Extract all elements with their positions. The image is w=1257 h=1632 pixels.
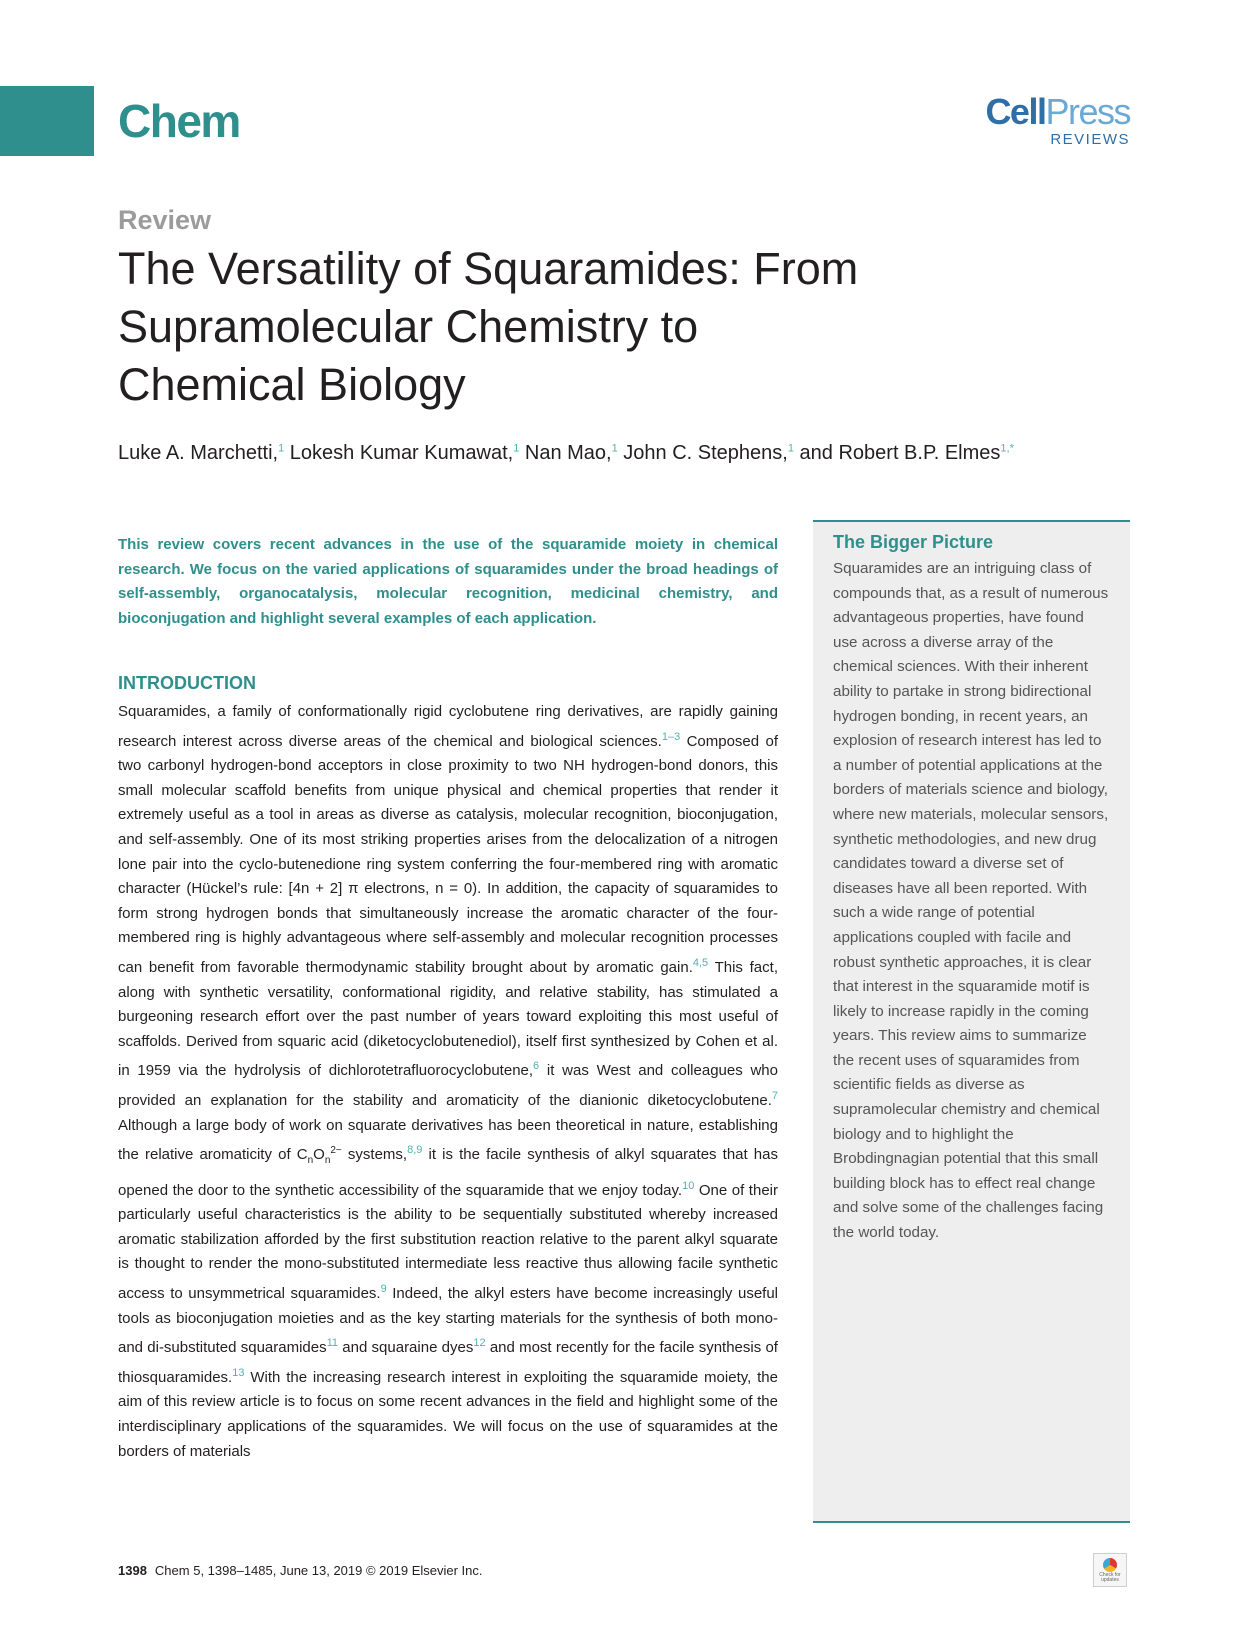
reference-link[interactable]: 4,5: [692, 956, 709, 969]
body-text-segment: With the increasing research interest in exploiting the squaramide moiety, the aim of this review article is to focus on some recent advances in the field and highlight some of the interdisciplinary applications of the squaramides. We will focus on the use of squaramides at the borders of materials: [118, 1368, 778, 1460]
citation-line: Chem 5, 1398–1485, June 13, 2019 © 2019 Elsevier Inc.: [154, 1563, 483, 1578]
body-text-segment: Indeed, the alkyl esters have become increasingly useful tools as bioconjugation moieties and as the key starting materials for the synthesis of both mono- and di-substituted squaramides: [118, 1285, 779, 1357]
bigger-picture-heading: The Bigger Picture: [833, 532, 994, 552]
reference-link[interactable]: 8,9: [407, 1144, 423, 1157]
publisher-logo-accent: Press: [1045, 91, 1130, 132]
body-text-segment: Although a large body of work on squarate derivatives has been theoretical in nature, establishing the relative aromaticity of C: [118, 1116, 778, 1164]
author-name[interactable]: Nan Mao,: [524, 442, 612, 464]
body-text-segment: Composed of two carbonyl hydrogen-bond acceptors in close proximity to two NH hydrogen-bond donors, this small molecular scaffold benefits from unique physical and chemical properties that render it extremely useful as a tool in areas as diverse as catalysis, molecular recognition, bioconjugation, and self-assembly. One of its most striking properties arises from the delocalization of a nitrogen lone pair into the cyclo-butenedione ring system conferring the four-membered ring with aromatic character (Hückel’s rule: [4n + 2] π electrons, n = 0). In addition, the capacity of squaramides to form strong hydrogen bonds that simultaneously increase the aromatic character of the four-membered ring is highly advantageous where self-assembly and molecular recognition processes can benefit from favorable thermodynamic stability brought about by aromatic gain.: [118, 732, 778, 976]
body-text-segment: it is the facile synthesis of alkyl squarates that has opened the door to the synthetic accessibility of the squaramide that we enjoy today.: [118, 1146, 778, 1199]
body-text-segment: it was West and colleagues who provided an explanation for the stability and aromaticity of the dianionic diketocyclobutene.: [118, 1062, 778, 1109]
publisher-logo-sub: REVIEWS: [1050, 131, 1130, 148]
header-accent-block: [0, 86, 94, 156]
reference-link[interactable]: 9: [380, 1283, 387, 1296]
bigger-picture-text: Squaramides are an intriguing class of compounds that, as a result of numerous advantageous properties, have found use across a diverse array of the chemical sciences. With their inherent ability to partake in strong bidirectional hydrogen bonding, in recent years, an explosion of research interest has led to a number of potential applications at the borders of materials science and biology, where new materials, molecular sensors, synthetic methodologies, and new drug candidates toward a diverse set of diseases have all been reported. With such a wide range of potential applications coupled with facile and robust synthetic approaches, it is clear that interest in the squaramide motif is likely to increase rapidly in the coming years. This review aims to summarize the recent uses of squaramides from scientific fields as diverse as supramolecular chemistry and chemical biology and to highlight the Brobdingnagian potential that this small building block has to effect real change and solve some of the challenges facing the world today.: [833, 560, 1109, 1242]
abstract: This review covers recent advances in the use of the squaramide moiety in chemical research. We focus on the varied applications of squaramides under the broad headings of self-assembly, organocatalysis, molecular recognition, medicinal chemistry, and bioconjugation and highlight several examples of each application.: [118, 536, 778, 627]
section-heading-introduction: INTRODUCTION: [118, 673, 256, 693]
reference-link[interactable]: 12: [473, 1337, 486, 1350]
body-text-segment: This fact, along with synthetic versatility, conformational rigidity, and relative stability, has stimulated a burgeoning research effort over the past number of years toward exploiting this most useful of scaffolds. Derived from squaric acid (diketocyclobutenediol), itself first synthesized by Cohen et al. in 1959 via the hydrolysis of dichlorotetrafluorocyclobutene,: [118, 958, 778, 1080]
affiliation-marker[interactable]: 1: [278, 442, 285, 455]
reference-link[interactable]: 7: [771, 1089, 778, 1102]
reference-link[interactable]: 11: [326, 1337, 339, 1350]
affiliation-marker[interactable]: 1: [787, 442, 794, 455]
check-for-updates-badge[interactable]: [1093, 1553, 1127, 1587]
author-list: [118, 442, 1148, 465]
body-text-segment: and squaraine dyes: [338, 1339, 474, 1357]
article-type-label: Review: [118, 205, 212, 235]
formula-charge: 2−: [330, 1145, 342, 1157]
author-name[interactable]: Lokesh Kumar Kumawat,: [289, 442, 514, 464]
formula-subscript: n: [324, 1155, 331, 1167]
affiliation-marker[interactable]: 1: [611, 442, 618, 455]
publisher-logo-main: Cell: [985, 91, 1046, 132]
reference-link[interactable]: 13: [232, 1366, 245, 1379]
reference-link[interactable]: 10: [682, 1179, 695, 1192]
publisher-logo[interactable]: [985, 91, 1130, 148]
body-text-segment: Squaramides, a family of conformationally rigid cyclobutene ring derivatives, are rapidly gaining research interest across diverse areas of the chemical and biological sciences.: [118, 703, 778, 750]
bigger-picture-box: [813, 520, 1130, 1523]
crossmark-icon: [1103, 1558, 1117, 1572]
author-name[interactable]: John C. Stephens,: [623, 442, 788, 464]
journal-logo[interactable]: Chem: [118, 95, 240, 147]
formula-subscript: n: [307, 1155, 314, 1167]
introduction-body: [118, 700, 778, 1464]
author-name[interactable]: and Robert B.P. Elmes: [799, 442, 1001, 464]
page-number: 1398: [118, 1563, 147, 1578]
reference-link[interactable]: 6: [533, 1060, 540, 1073]
page-footer: [118, 1563, 483, 1578]
reference-link[interactable]: 1–3: [661, 730, 681, 743]
body-text-segment: One of their particularly useful characteristics is the ability to be sequentially substituted whereby increased aromatic stabilization afforded by the first substitution reaction relative to the parent alkyl squarate is thought to render the mono-substituted intermediate less reactive thus allowing facile synthetic access to unsymmetrical squaramides.: [118, 1181, 778, 1303]
body-text-segment: systems,: [341, 1146, 408, 1164]
affiliation-marker[interactable]: 1: [513, 442, 520, 455]
formula-element: O: [313, 1146, 325, 1164]
article-title: The Versatility of Squaramides: From Supramolecular Chemistry to Chemical Biology: [118, 243, 859, 410]
body-text-segment: and most recently for the facile synthesis of thiosquaramides.: [118, 1339, 778, 1386]
author-name[interactable]: Luke A. Marchetti,: [118, 442, 279, 464]
check-for-updates-label: Check for updates: [1099, 1572, 1121, 1583]
affiliation-marker[interactable]: 1,*: [1000, 442, 1014, 455]
